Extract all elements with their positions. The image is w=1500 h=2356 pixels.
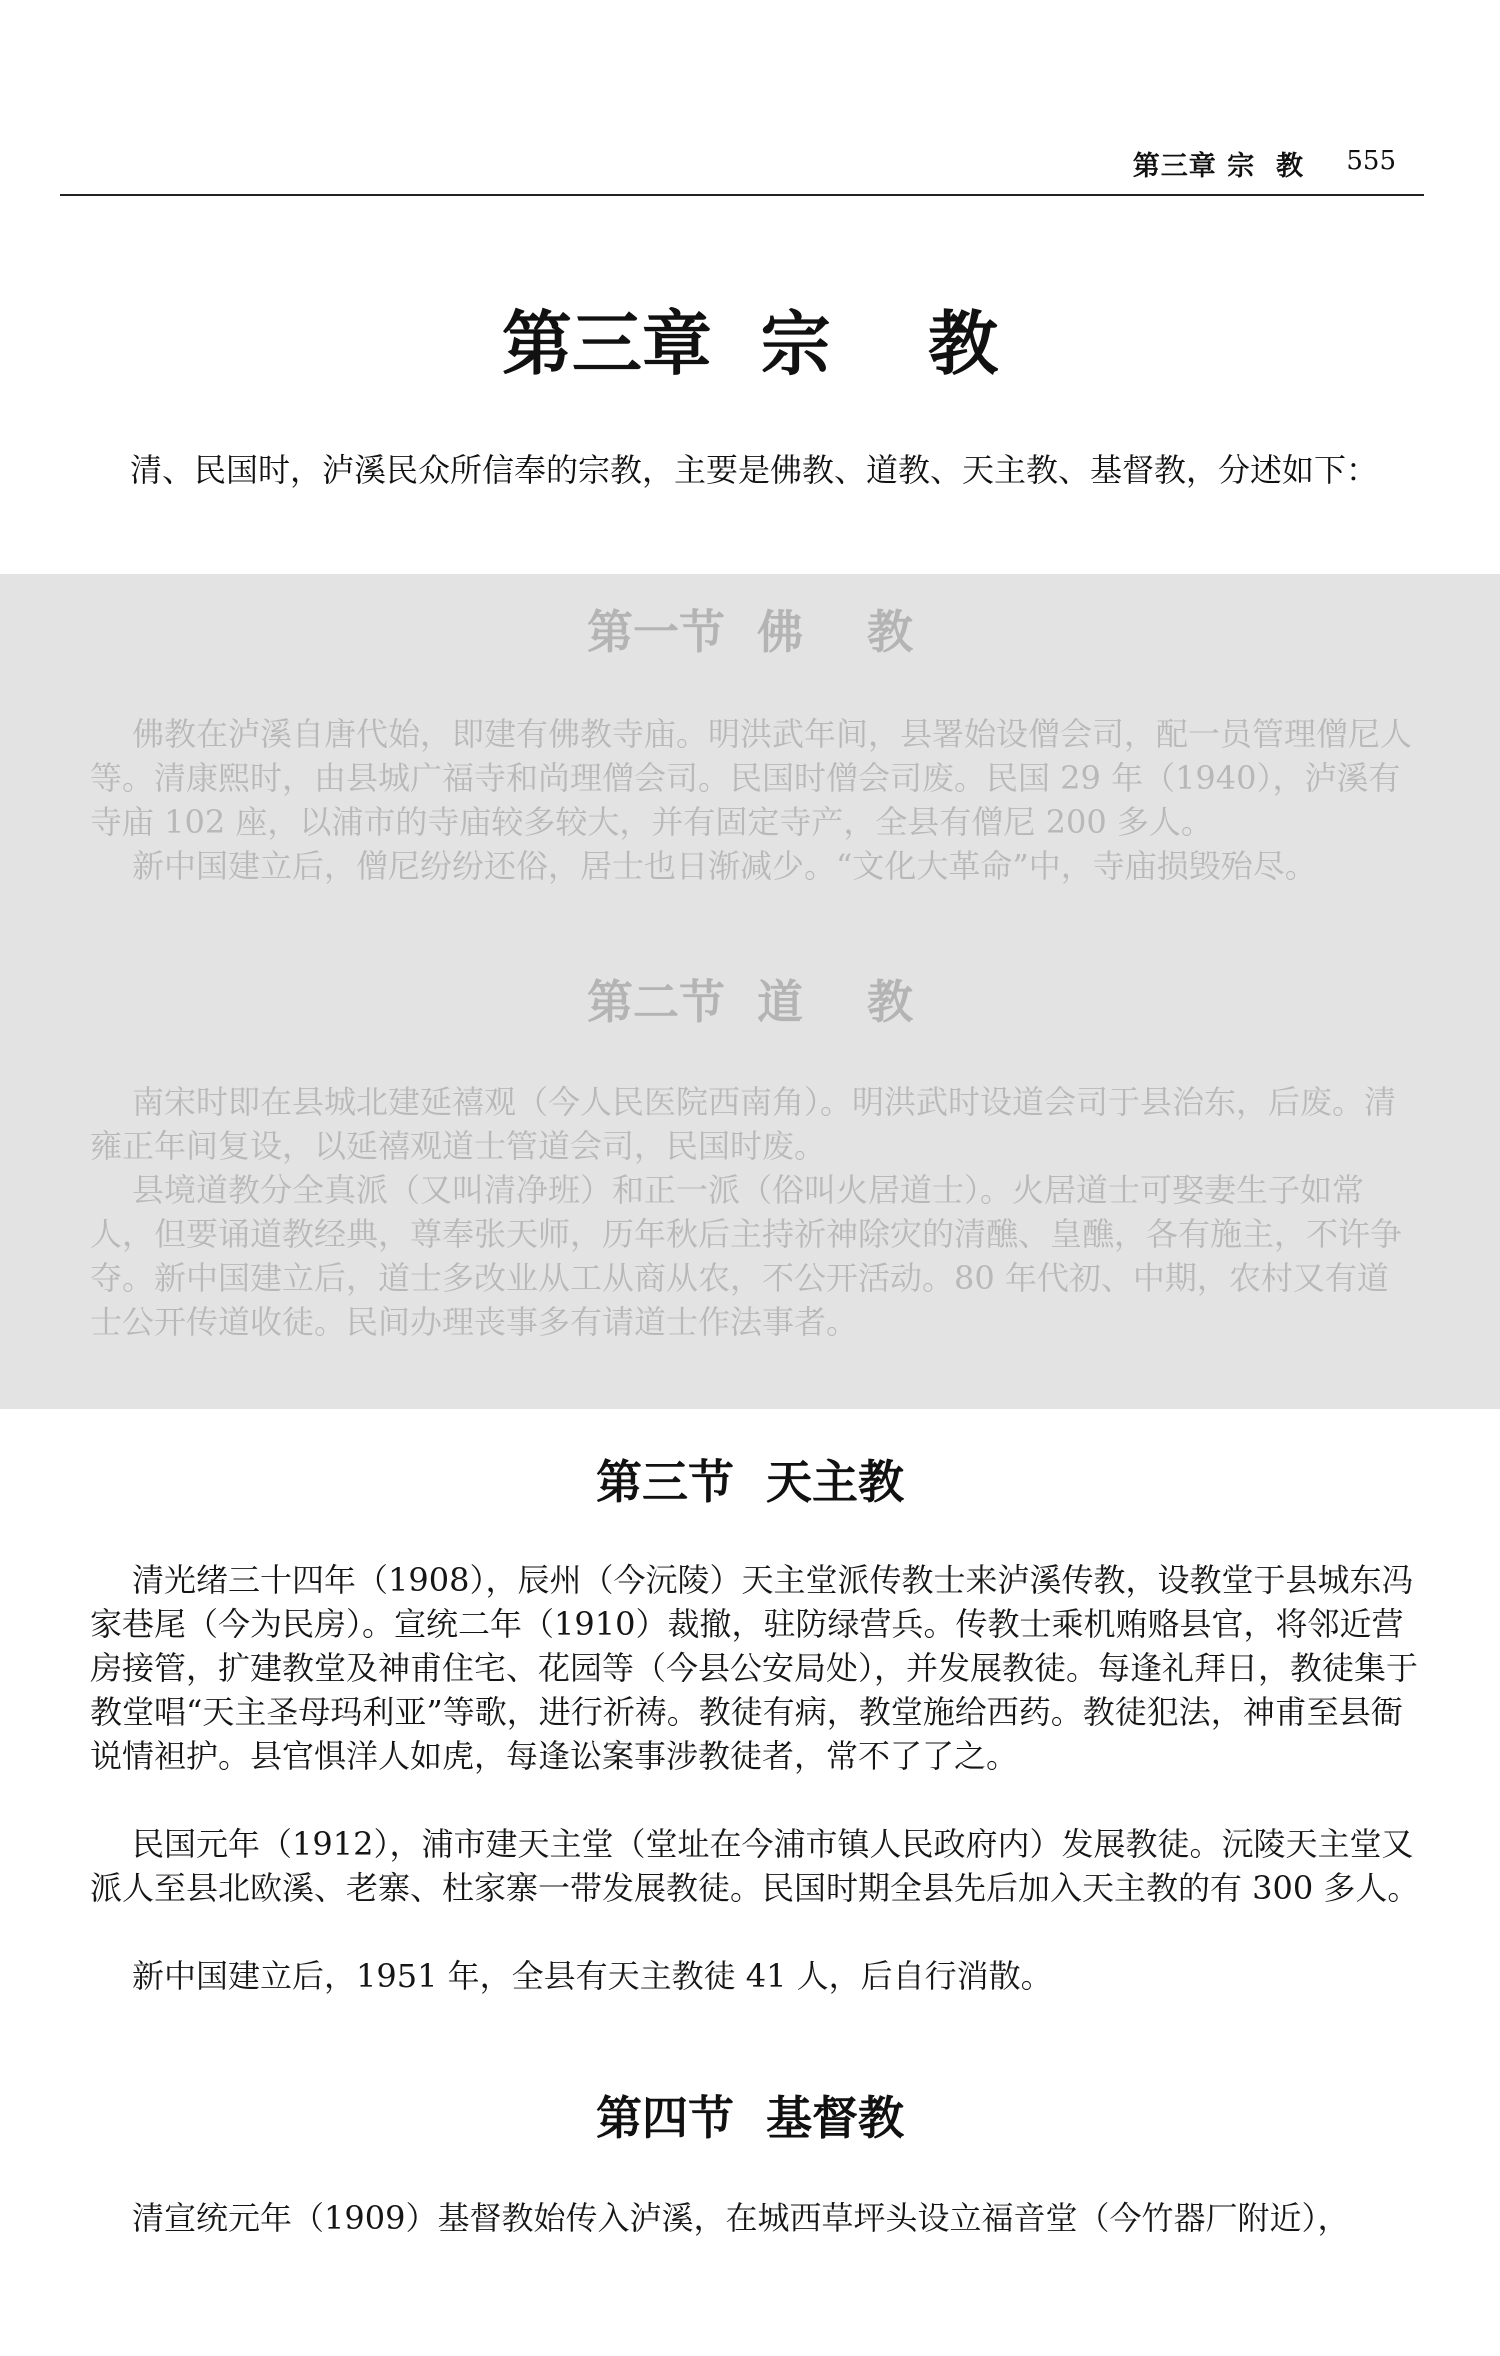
paragraph: 南宋时即在县城北建延禧观（今人民医院西南角）。明洪武时设道会司于县治东，后废。清雍正年间复设，以延禧观道士管道会司，民国时废。 bbox=[90, 1083, 1397, 1165]
section-heading-buddhism: 第一节 佛 教 bbox=[586, 605, 914, 659]
paragraph: 民国元年（1912），浦市建天主堂（堂址在今浦市镇人民政府内）发展教徒。沅陵天主堂又派人至县北欧溪、老寨、杜家寨一带发展教徒。民国时期全县先后加入天主教的有 300 多人。 bbox=[90, 1825, 1420, 1907]
chapter-title: 第三章 宗 教 bbox=[501, 303, 999, 385]
faded-text-layer bbox=[0, 574, 1500, 1409]
paragraph: 新中国建立后，1951 年，全县有天主教徒 41 人，后自行消散。 bbox=[132, 1957, 1053, 1995]
section-heading-catholicism: 第三节 天主教 bbox=[595, 1455, 905, 1509]
section-heading-protestantism: 第四节 基督教 bbox=[595, 2091, 905, 2145]
paragraph: 清光绪三十四年（1908），辰州（今沅陵）天主堂派传教士来泸溪传教，设教堂于县城东冯家巷尾（今为民房）。宣统二年（1910）裁撤，驻防绿营兵。传教士乘机贿赂县官，将邻近营房接管，扩建教堂及神甫住宅、花园等（今县公安局处），并发展教徒。每逢礼拜日，教徒集于教堂唱“天主圣母玛利亚”等歌，进行祈祷。教徒有病，教堂施给西药。教徒犯法，神甫至县衙说情袒护。县官惧洋人如虎，每逢讼案事涉教徒者，常不了了之。 bbox=[90, 1561, 1419, 1775]
running-header bbox=[60, 138, 1424, 196]
running-head-title: 第三章 宗 教 bbox=[1132, 151, 1304, 182]
paragraph: 清宣统元年（1909）基督教始传入泸溪，在城西草坪头设立福音堂（今竹器厂附近）， bbox=[132, 2199, 1350, 2237]
section-heading-taoism: 第二节 道 教 bbox=[586, 975, 914, 1029]
paragraph: 佛教在泸溪自唐代始，即建有佛教寺庙。明洪武年间，县署始设僧会司，配一员管理僧尼人等。清康熙时，由县城广福寺和尚理僧会司。民国时僧会司废。民国 29 年（1940），泸溪有寺庙 102 座，以浦市的寺庙较多较大，并有固定寺产，全县有僧尼 200 多人。 bbox=[90, 715, 1413, 841]
chapter-intro: 清、民国时，泸溪民众所信奉的宗教，主要是佛教、道教、天主教、基督教，分述如下： bbox=[130, 451, 1379, 489]
paragraph: 新中国建立后，僧尼纷纷还俗，居士也日渐减少。“文化大革命”中，寺庙损毁殆尽。 bbox=[132, 847, 1317, 885]
paragraph: 县境道教分全真派（又叫清净班）和正一派（俗叫火居道士）。火居道士可娶妻生子如常人，但要诵道教经典，尊奉张天师，历年秋后主持祈神除灾的清醮、皇醮，各有施主，不许争夺。新中国建立后，道士多改业从工从商从农，不公开活动。80 年代初、中期，农村又有道士公开传道收徒。民间办理丧事多有请道士作法事者。 bbox=[90, 1171, 1403, 1341]
page-number: 555 bbox=[1346, 146, 1396, 176]
